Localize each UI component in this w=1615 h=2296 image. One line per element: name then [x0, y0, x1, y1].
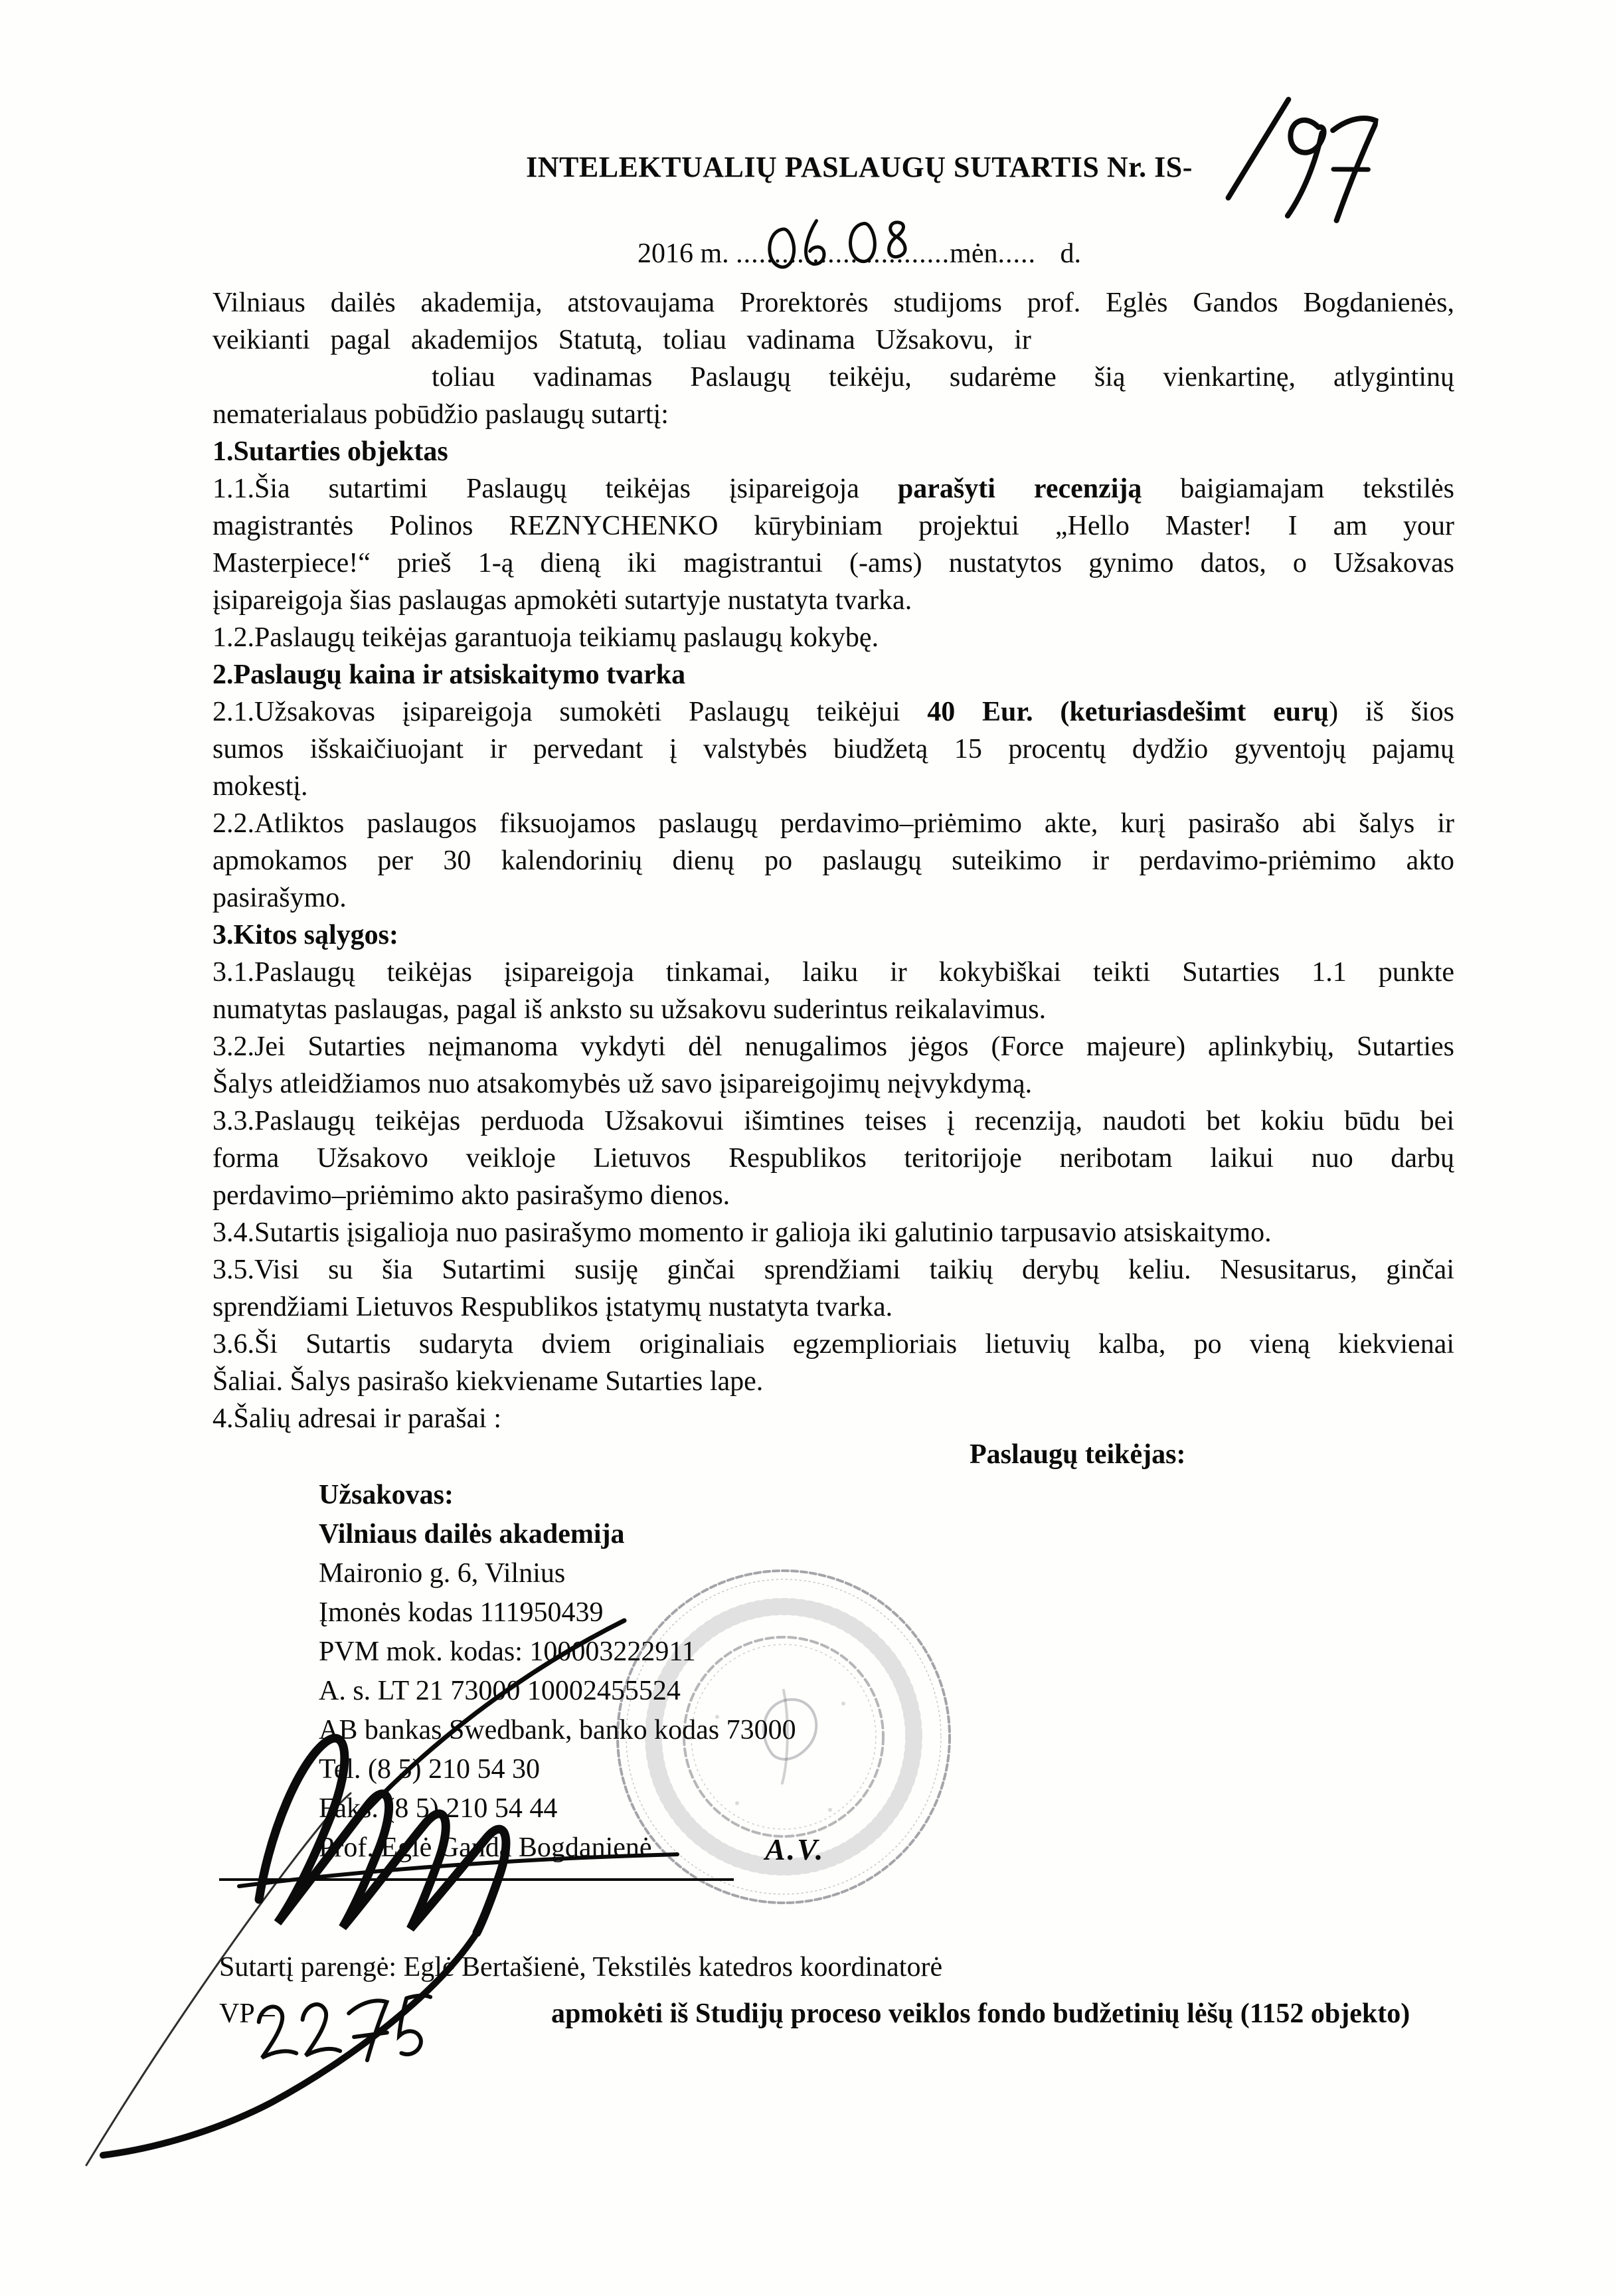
body-text: ) iš šios [1329, 697, 1455, 727]
body-text: Šaliai. Šalys pasirašo kiekviename Sutarties lape. [212, 1366, 764, 1397]
body-text: pasirašymo. [212, 883, 347, 913]
body-line [212, 470, 1454, 507]
body-line [212, 1400, 1454, 1437]
body-text: 3.2.Jei Sutarties neįmanoma vykdyti dėl nenugalimos jėgos (Force majeure) aplinkybių, Sutarties [212, 1031, 1454, 1062]
body-text: 3.4.Sutartis įsigalioja nuo pasirašymo momento ir galioja iki galutinio tarpusavio atsiskaitymo. [212, 1217, 1272, 1248]
body-line [212, 1214, 1454, 1251]
body-line [212, 1326, 1454, 1363]
body-line [212, 284, 1454, 321]
customer-line: Maironio g. 6, Vilnius [319, 1558, 566, 1589]
body-line [212, 1028, 1454, 1065]
body-text: 2.1.Užsakovas įsipareigoja sumokėti Paslaugų teikėjui [212, 697, 928, 727]
date-day-label: d. [1060, 238, 1081, 269]
body-text: mokestį. [212, 771, 308, 802]
body-text: 4.Šalių adresai ir parašai : [212, 1403, 502, 1434]
body-text: toliau vadinamas Paslaugų teikėju, sudarėme šią vienkartinę, atlygintinų [432, 362, 1454, 393]
body-text: Masterpiece!“ prieš 1-ą dieną iki magistrantui (-ams) nustatytos gynimo datos, o Užsakovas [212, 548, 1454, 578]
body-line [212, 1065, 1454, 1103]
document-title: INTELEKTUALIŲ PASLAUGŲ SUTARTIS Nr. IS- [526, 151, 1193, 183]
body-text: forma Užsakovo veikloje Lietuvos Respublikos teritorijoje neribotam laikui nuo darbų [212, 1143, 1454, 1174]
customer-line: A. s. LT 21 73000 10002455524 [319, 1676, 681, 1706]
body-text: magistrantės Polinos REZNYCHENKO kūrybiniam projektui „Hello Master! I am your [212, 511, 1454, 541]
body-line [212, 1177, 1454, 1214]
body-text: Šalys atleidžiamos nuo atsakomybės už savo įsipareigojimų neįvykdymą. [212, 1069, 1033, 1099]
handwritten-signature [40, 1607, 704, 2192]
body-text: 3.5.Visi su šia Sutartimi susiję ginčai sprendžiami taikių derybų keliu. Nesusitarus, ginčai [212, 1255, 1454, 1285]
body-line [212, 1103, 1454, 1140]
body-text-bold: 40 Eur. (keturiasdešimt eurų [927, 697, 1329, 727]
body-text-bold: parašyti recenziją [897, 474, 1142, 504]
contract-body [212, 284, 1454, 1437]
body-line [212, 507, 1454, 545]
body-text: veikianti pagal akademijos Statutą, toliau vadinama Užsakovu, ir [212, 325, 1031, 355]
body-line [212, 433, 1454, 470]
body-line [212, 805, 1454, 842]
body-text: numatytas paslaugas, pagal iš anksto su užsakovu suderintus reikalavimus. [212, 994, 1047, 1025]
body-line [212, 1363, 1454, 1400]
body-line [212, 359, 1454, 396]
body-line [212, 1140, 1454, 1177]
handwritten-vp-number [242, 1969, 439, 2079]
body-text: apmokamos per 30 kalendorinių dienų po paslaugų suteikimo ir perdavimo-priėmimo akto [212, 845, 1454, 876]
customer-line: Įmonės kodas 111950439 [319, 1597, 604, 1628]
body-line [212, 582, 1454, 619]
body-line [212, 656, 1454, 693]
body-text: 1.2.Paslaugų teikėjas garantuoja teikiamų paslaugų kokybę. [212, 622, 879, 653]
date-dotted-leader: ............................ [736, 238, 950, 269]
body-line [212, 917, 1454, 954]
date-month-label: mėn [950, 238, 998, 269]
body-line [212, 1288, 1454, 1326]
body-line [212, 879, 1454, 917]
customer-line: Tel. (8 5) 210 54 30 [319, 1754, 541, 1785]
body-line [212, 693, 1454, 731]
body-text-bold: 3.Kitos sąlygos: [212, 920, 399, 950]
customer-line: Prof. Eglė Ganda Bogdanienė [319, 1832, 652, 1863]
body-text: Vilniaus dailės akademija, atstovaujama Prorektorės studijoms prof. Eglės Gandos Bogdanienės, [212, 288, 1454, 318]
body-text: sprendžiami Lietuvos Respublikos įstatymų nustatyta tvarka. [212, 1292, 893, 1322]
customer-line: PVM mok. kodas: 100003222911 [319, 1636, 696, 1667]
handwritten-contract-number [1213, 84, 1380, 228]
customer-line: Užsakovas: [319, 1480, 454, 1510]
body-text: įsipareigoja šias paslaugas apmokėti sutartyje nustatyta tvarka. [212, 585, 912, 616]
body-text-bold: 2.Paslaugų kaina ir atsiskaitymo tvarka [212, 660, 686, 690]
body-text-bold: 1.Sutarties objektas [212, 436, 448, 467]
body-line [212, 619, 1454, 656]
date-year: 2016 m. [638, 238, 729, 269]
body-line [212, 396, 1454, 433]
body-line [212, 1251, 1454, 1288]
stamp-av-label: A.V. [765, 1832, 825, 1866]
body-text: 2.2.Atliktos paslaugos fiksuojamos paslaugų perdavimo–priėmimo akte, kurį pasirašo abi šalys ir [212, 808, 1454, 839]
body-text: baigiamajam tekstilės [1142, 474, 1454, 504]
body-line [212, 321, 1454, 359]
body-line [212, 731, 1454, 768]
handwritten-date [755, 207, 925, 281]
body-text: perdavimo–priėmimo akto pasirašymo dienos. [212, 1180, 730, 1211]
body-text: 3.3.Paslaugų teikėjas perduoda Užsakovui išimtines teises į recenziją, naudoti bet kokiu būdu bei [212, 1106, 1454, 1136]
customer-line: AB bankas Swedbank, banko kodas 73000 [319, 1715, 796, 1745]
customer-line: Faks. (8 5) 210 54 44 [319, 1793, 558, 1824]
vp-number-prefix: VP – [219, 1998, 275, 2029]
prepared-by-line: Sutartį parengė: Eglė Bertašienė, Tekstilės katedros koordinatorė [219, 1952, 943, 1983]
body-text: 3.1.Paslaugų teikėjas įsipareigoja tinkamai, laiku ir kokybiškai teikti Sutarties 1.1 punkte [212, 957, 1454, 988]
body-line [212, 991, 1454, 1028]
body-text: nematerialaus pobūdžio paslaugų sutartį: [212, 399, 669, 430]
date-month-dots: ..... [997, 238, 1036, 269]
funding-note: apmokėti iš Studijų proceso veiklos fondo budžetinių lėšų (1152 objekto) [551, 1998, 1410, 2029]
body-text: 1.1.Šia sutartimi Paslaugų teikėjas įsipareigoja [212, 474, 898, 504]
body-line [212, 842, 1454, 879]
body-line [212, 954, 1454, 991]
customer-line: Vilniaus dailės akademija [319, 1519, 625, 1549]
provider-label: Paslaugų teikėjas: [970, 1439, 1186, 1470]
body-text: 3.6.Ši Sutartis sudaryta dviem originaliais egzemplioriais lietuvių kalba, po vieną kiekvienai [212, 1329, 1454, 1360]
body-line [212, 545, 1454, 582]
body-line [212, 768, 1454, 805]
body-text: sumos išskaičiuojant ir pervedant į valstybės biudžetą 15 procentų dydžio gyventojų pajamų [212, 734, 1454, 764]
